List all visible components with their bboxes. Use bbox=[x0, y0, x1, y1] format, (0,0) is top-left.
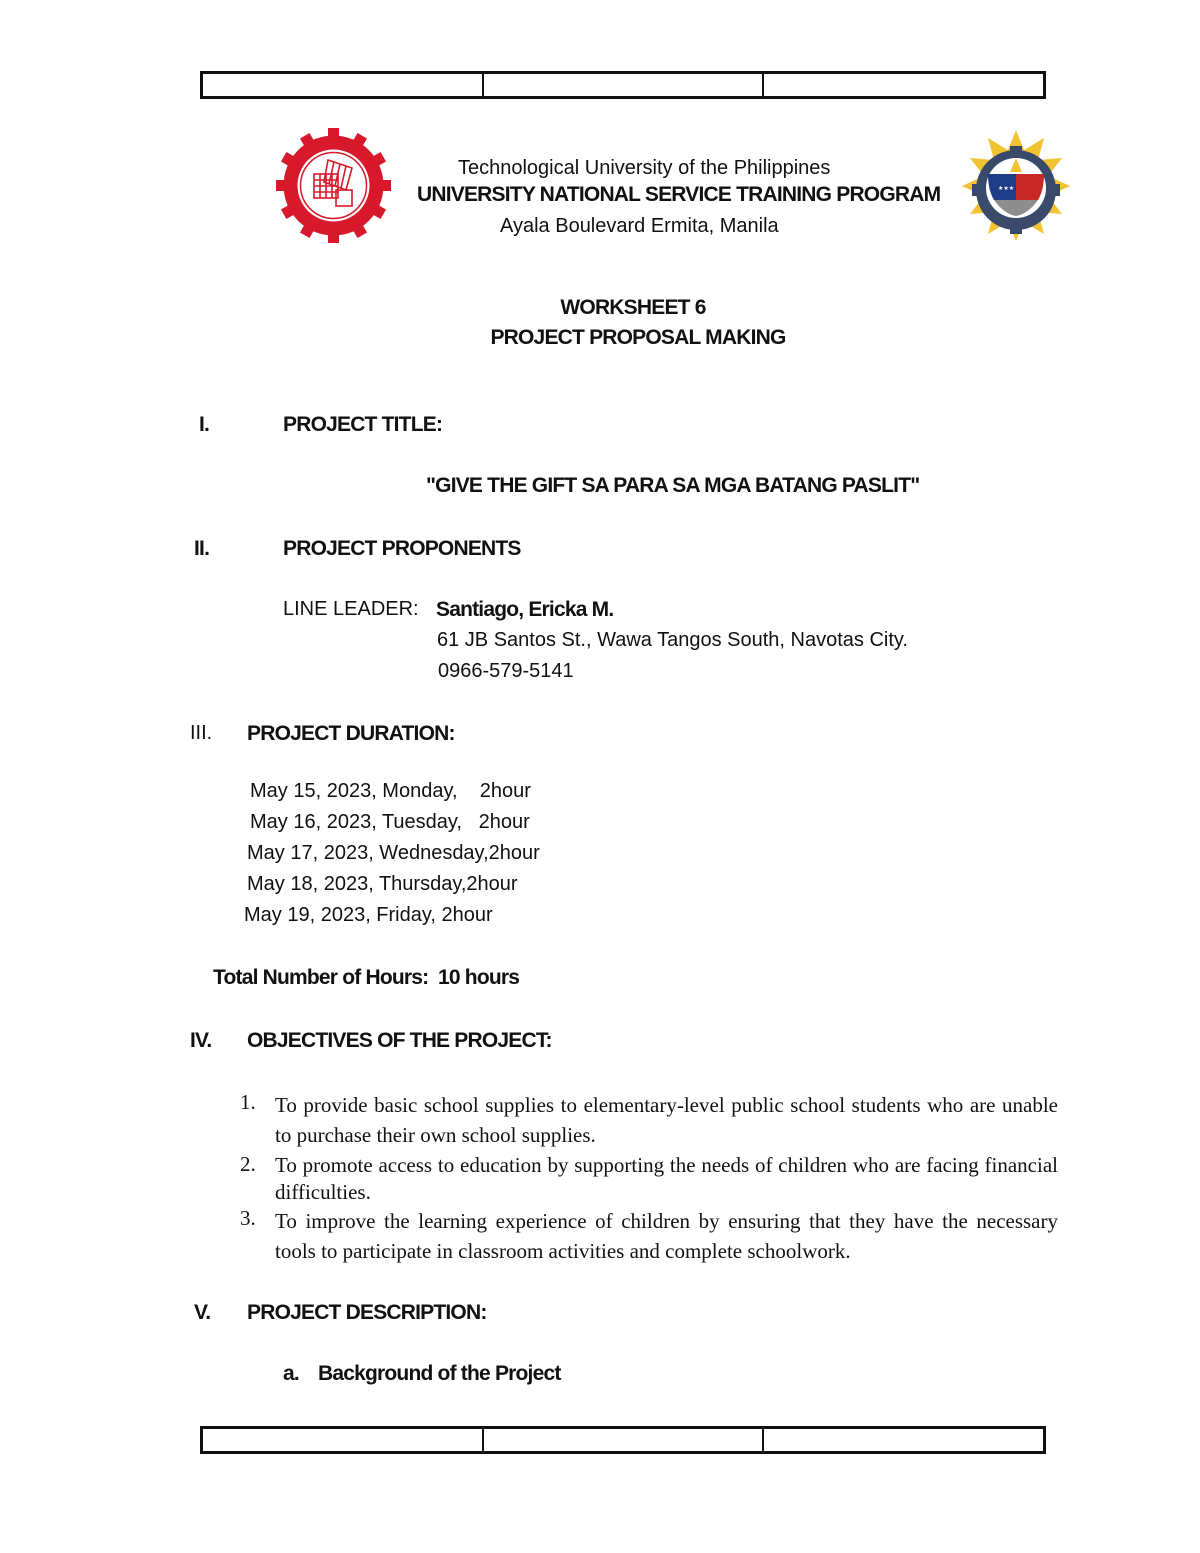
footer-cell bbox=[203, 1429, 484, 1451]
schedule-item: May 16, 2023, Tuesday, 2hour bbox=[250, 811, 530, 833]
total-hours-value: 10 hours bbox=[438, 966, 520, 989]
objective-item bbox=[240, 1206, 1060, 1268]
section-1-number: I. bbox=[199, 413, 210, 436]
schedule-item: May 17, 2023, Wednesday,2hour bbox=[247, 842, 540, 864]
footer-cell bbox=[764, 1429, 1043, 1451]
footer-cell bbox=[484, 1429, 765, 1451]
section-4-label: OBJECTIVES OF THE PROJECT: bbox=[247, 1029, 552, 1052]
header-cell bbox=[203, 74, 484, 96]
section-2-label: PROJECT PROPONENTS bbox=[283, 537, 521, 560]
header-cell bbox=[484, 74, 765, 96]
objective-item bbox=[240, 1090, 1060, 1152]
objective-number: 2. bbox=[240, 1152, 256, 1176]
subsection-label: Background of the Project bbox=[318, 1362, 561, 1385]
footer-table bbox=[200, 1426, 1046, 1454]
objective-text: To promote access to education by supporting the needs of children who are facing financial difficulties. bbox=[275, 1153, 1058, 1204]
section-5-label: PROJECT DESCRIPTION: bbox=[247, 1301, 487, 1324]
schedule-item: May 15, 2023, Monday, 2hour bbox=[250, 780, 531, 802]
section-2-number: II. bbox=[194, 537, 210, 560]
nstp-seal-icon bbox=[960, 128, 1072, 243]
line-leader-phone: 0966-579-5141 bbox=[438, 660, 574, 682]
program-name: UNIVERSITY NATIONAL SERVICE TRAINING PROGRAM bbox=[417, 183, 941, 206]
schedule-item: May 19, 2023, Friday, 2hour bbox=[244, 904, 493, 926]
section-3-label: PROJECT DURATION: bbox=[247, 722, 455, 745]
section-5-number: V. bbox=[194, 1301, 211, 1324]
header-table-top bbox=[200, 71, 1046, 99]
university-name: Technological University of the Philippines bbox=[458, 157, 831, 179]
section-3-number: III. bbox=[190, 722, 213, 744]
university-address: Ayala Boulevard Ermita, Manila bbox=[500, 215, 779, 237]
header-cell bbox=[764, 74, 1043, 96]
section-1-label: PROJECT TITLE: bbox=[283, 413, 443, 436]
section-4-number: IV. bbox=[190, 1029, 212, 1052]
objective-text: To improve the learning experience of children by ensuring that they have the necessary tools to participate in classroom activities and complete schoolwork. bbox=[275, 1209, 1058, 1263]
objective-text: To provide basic school supplies to elementary-level public school students who are unable to purchase their own school supplies. bbox=[275, 1093, 1058, 1147]
line-leader-name: Santiago, Ericka M. bbox=[436, 598, 614, 621]
objective-number: 1. bbox=[240, 1090, 256, 1114]
svg-text:★★★: ★★★ bbox=[998, 185, 1015, 192]
total-hours-label: Total Number of Hours: bbox=[213, 966, 429, 989]
worksheet-subtitle: PROJECT PROPOSAL MAKING bbox=[490, 326, 786, 349]
line-leader-address: 61 JB Santos St., Wawa Tangos South, Navotas City. bbox=[437, 629, 908, 651]
line-leader-label: LINE LEADER: bbox=[283, 598, 419, 620]
worksheet-title: WORKSHEET 6 bbox=[560, 296, 706, 319]
tup-seal-icon bbox=[276, 128, 391, 243]
objective-number: 3. bbox=[240, 1206, 256, 1230]
project-title-value: "GIVE THE GIFT SA PARA SA MGA BATANG PASLIT" bbox=[426, 474, 920, 497]
schedule-item: May 18, 2023, Thursday,2hour bbox=[247, 873, 518, 895]
subsection-letter: a. bbox=[283, 1362, 299, 1385]
objective-item bbox=[240, 1152, 1060, 1208]
